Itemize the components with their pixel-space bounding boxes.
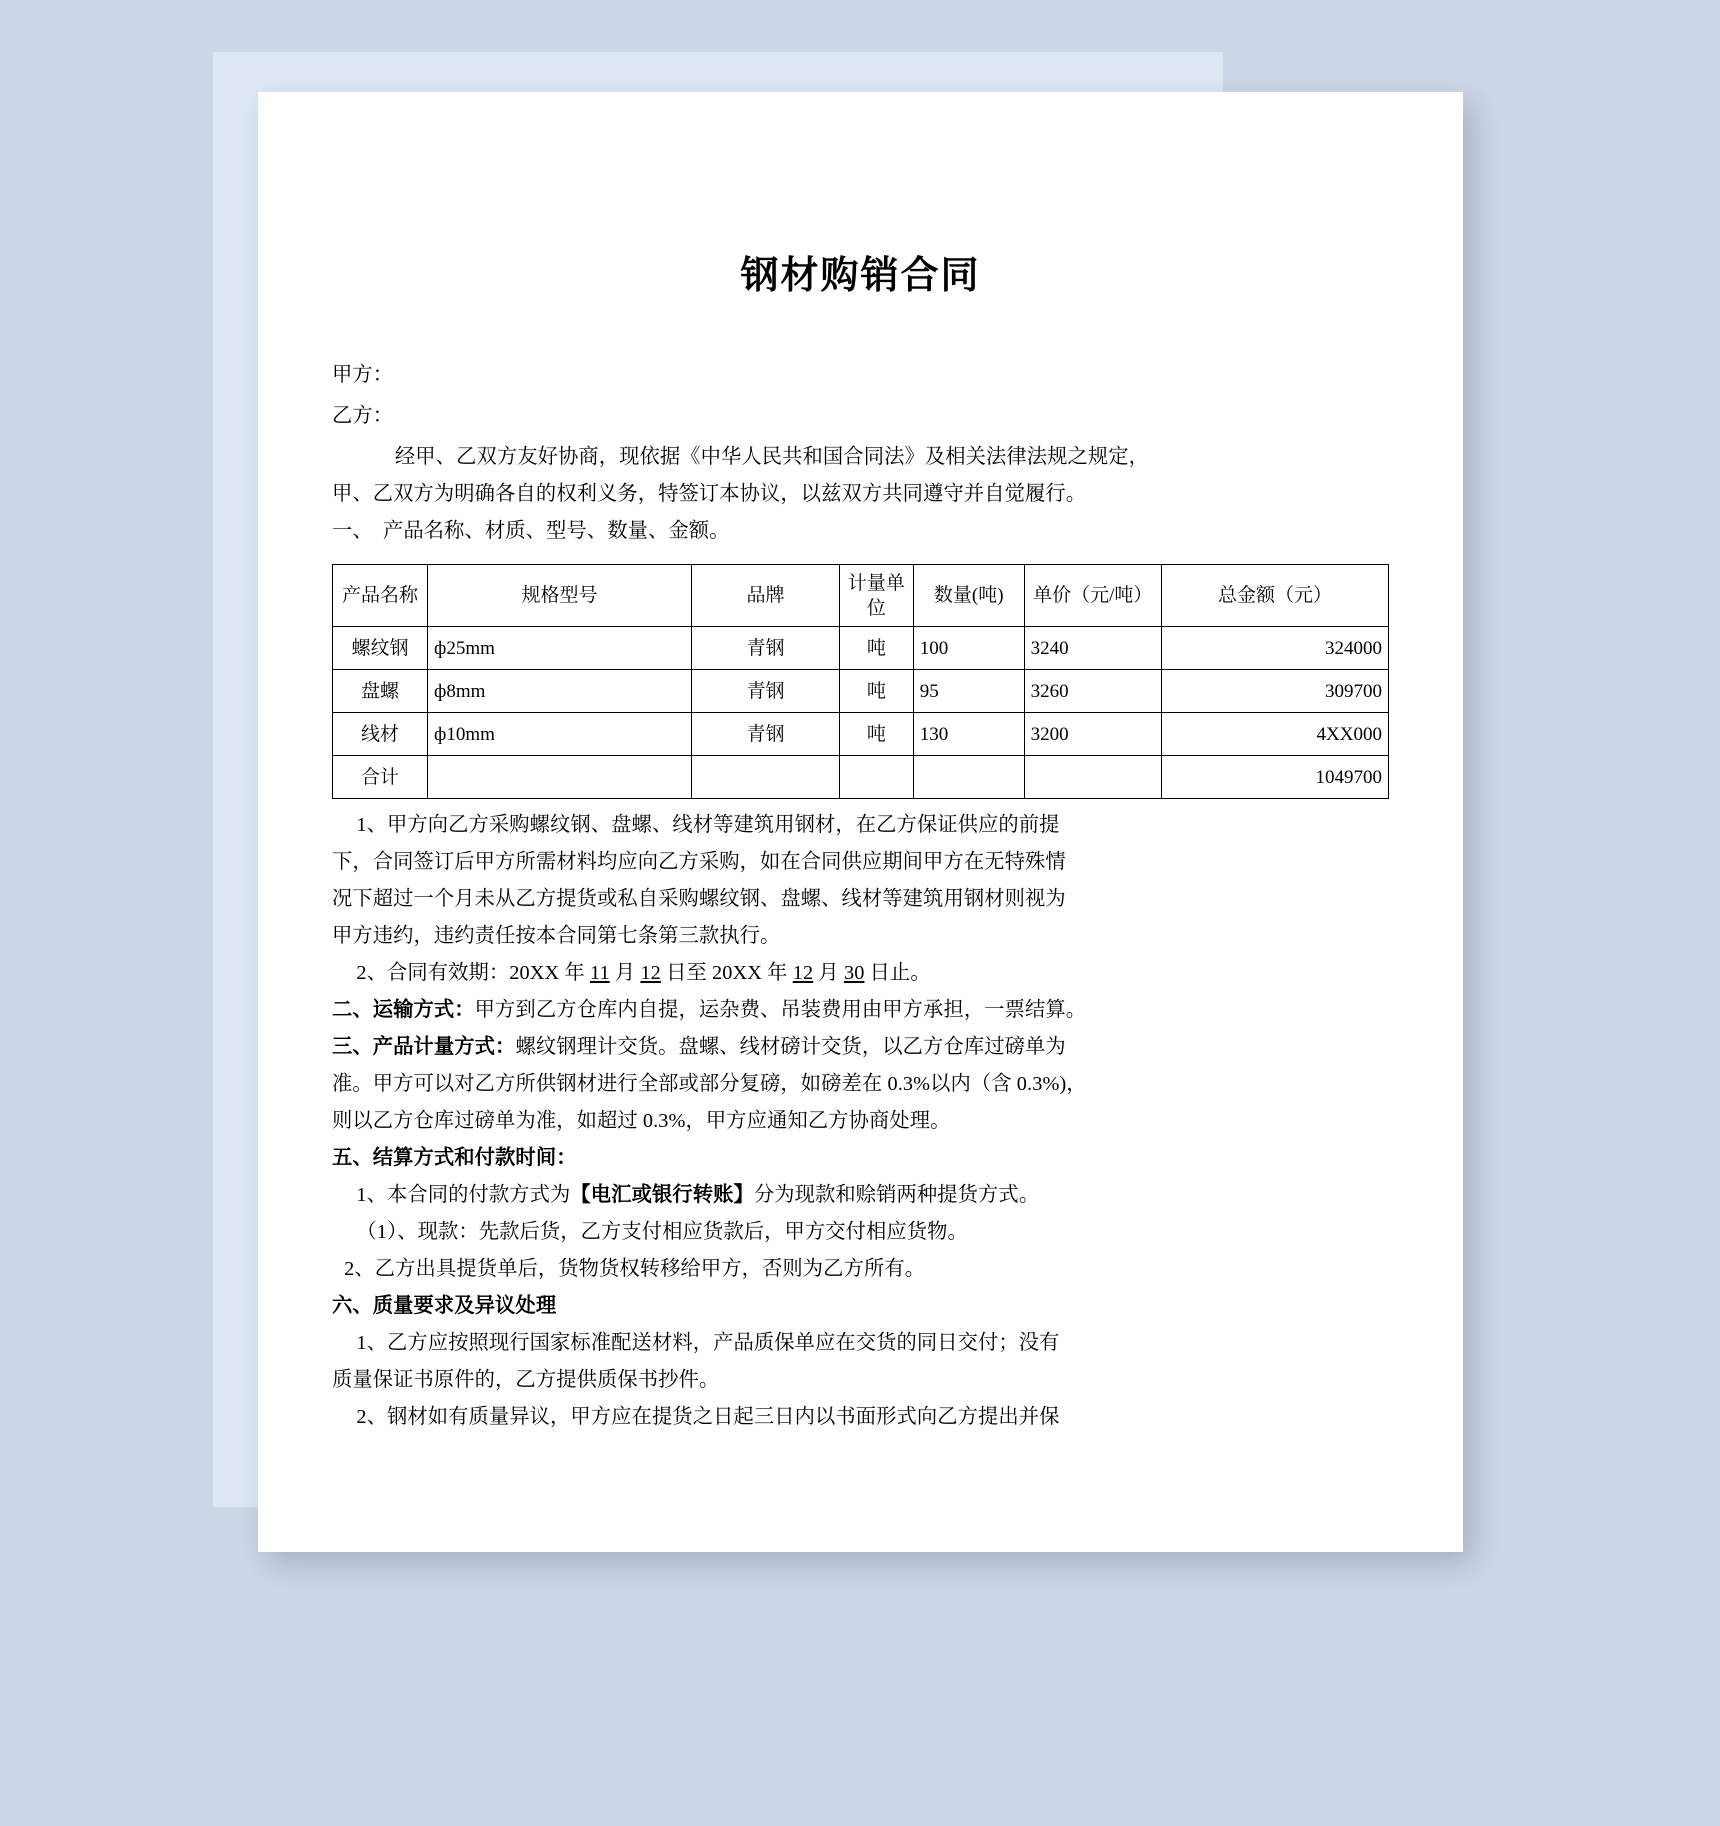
section-six-line-2: 质量保证书原件的，乙方提供质保书抄件。: [332, 1369, 720, 1391]
clause-2-mid2: 日至 20XX 年: [660, 962, 793, 984]
cell-summary-unit: [839, 756, 913, 799]
table-header-brand: 品牌: [692, 565, 840, 627]
cell-total: 309700: [1161, 670, 1388, 713]
cell-spec: ф25mm: [428, 627, 692, 670]
cell-brand: 青钢: [692, 713, 840, 756]
cell-qty: 100: [913, 627, 1024, 670]
clause-2-validity-period: [332, 955, 1389, 992]
section-three-heading: 三、产品计量方式：: [332, 1036, 516, 1058]
cell-spec: ф8mm: [428, 670, 692, 713]
cell-price: 3240: [1024, 627, 1161, 670]
document-page: [258, 92, 1463, 1552]
cell-qty: 95: [913, 670, 1024, 713]
section-one-heading: 一、 产品名称、材质、型号、数量、金额。: [332, 520, 730, 542]
table-header-price: 单价（元/吨）: [1024, 565, 1161, 627]
cell-product: 螺纹钢: [333, 627, 428, 670]
table-row: [333, 627, 1389, 670]
section-five-heading: 五、结算方式和付款时间：: [332, 1147, 577, 1169]
cell-summary-spec: [428, 756, 692, 799]
table-row: [333, 670, 1389, 713]
clause-2-mid1: 月: [609, 962, 641, 984]
section-two-heading: 二、运输方式：: [332, 999, 475, 1021]
clause-2-prefix: 2、合同有效期：20XX 年: [356, 962, 590, 984]
table-row: [333, 713, 1389, 756]
cell-product: 盘螺: [333, 670, 428, 713]
section-three-line-2: 准。甲方可以对乙方所供钢材进行全部或部分复磅，如磅差在 0.3%以内（含 0.3%)，: [332, 1073, 1087, 1095]
clause-2-day-end: 30: [843, 962, 865, 984]
section-six-line-3: 2、钢材如有质量异议，甲方应在提货之日起三日内以书面形式向乙方提出并保: [356, 1406, 1060, 1428]
table-header-unit: 计量单位: [839, 565, 913, 627]
section-five-item-1: [332, 1177, 1389, 1214]
cell-summary-total: 1049700: [1161, 756, 1388, 799]
table-header-qty: 数量(吨): [913, 565, 1024, 627]
section-five-item-1a: （1）、现款：先款后货，乙方支付相应货款后，甲方交付相应货物。: [356, 1221, 968, 1243]
clause-2-mid3: 月: [813, 962, 844, 984]
party-a-line: 甲方：: [332, 364, 394, 386]
section-six-heading: 六、质量要求及异议处理: [332, 1295, 557, 1317]
table-summary-row: [333, 756, 1389, 799]
cell-total: 4XX000: [1161, 713, 1388, 756]
cell-product: 线材: [333, 713, 428, 756]
cell-summary-brand: [692, 756, 840, 799]
cell-price: 3260: [1024, 670, 1161, 713]
preamble-line-1: 经甲、乙双方友好协商，现依据《中华人民共和国合同法》及相关法律法规之规定，: [394, 446, 1150, 468]
section-five-payment-method: 【电汇或银行转账】: [570, 1184, 754, 1206]
clause-2-day-start: 12: [640, 962, 661, 984]
section-six-line-1: 1、乙方应按照现行国家标准配送材料，产品质保单应在交货的同日交付；没有: [356, 1332, 1060, 1354]
table-header-spec: 规格型号: [428, 565, 692, 627]
clause-2-month-start: 11: [589, 962, 610, 984]
cell-total: 324000: [1161, 627, 1388, 670]
clause-2-suffix: 日止。: [864, 962, 931, 984]
page-title: 钢材购销合同: [740, 255, 981, 297]
table-header-total: 总金额（元）: [1161, 565, 1388, 627]
section-five-item-2: 2、乙方出具提货单后，货物货权转移给甲方，否则为乙方所有。: [344, 1258, 926, 1280]
cell-summary-price: [1024, 756, 1161, 799]
clause-1-line-4: 甲方违约，违约责任按本合同第七条第三款执行。: [332, 925, 781, 947]
section-two-line: [332, 992, 1389, 1029]
cell-brand: 青钢: [692, 670, 840, 713]
section-five-item-1-prefix: 1、本合同的付款方式为: [356, 1184, 571, 1206]
cell-spec: ф10mm: [428, 713, 692, 756]
product-table: [332, 564, 1389, 799]
clause-2-month-end: 12: [792, 962, 814, 984]
clause-1-line-2: 下，合同签订后甲方所需材料均应向乙方采购，如在合同供应期间甲方在无特殊情: [332, 851, 1066, 873]
clause-1-line-1: 1、甲方向乙方采购螺纹钢、盘螺、线材等建筑用钢材，在乙方保证供应的前提: [356, 814, 1060, 836]
cell-summary-label: 合计: [333, 756, 428, 799]
cell-qty: 130: [913, 713, 1024, 756]
section-three-line-3: 则以乙方仓库过磅单为准，如超过 0.3%，甲方应通知乙方协商处理。: [332, 1110, 951, 1132]
cell-price: 3200: [1024, 713, 1161, 756]
cell-unit: 吨: [839, 627, 913, 670]
section-three-line-1: [332, 1029, 1389, 1066]
cell-brand: 青钢: [692, 627, 840, 670]
cell-unit: 吨: [839, 713, 913, 756]
preamble-line-2: 甲、乙双方为明确各自的权利义务，特签订本协议，以兹双方共同遵守并自觉履行。: [332, 483, 1087, 505]
table-header-row: [333, 565, 1389, 627]
cell-summary-qty: [913, 756, 1024, 799]
table-header-product: 产品名称: [333, 565, 428, 627]
clause-1-line-3: 况下超过一个月未从乙方提货或私自采购螺纹钢、盘螺、线材等建筑用钢材则视为: [332, 888, 1066, 910]
section-five-item-1-suffix: 分为现款和赊销两种提货方式。: [753, 1184, 1040, 1206]
party-b-line: 乙方：: [332, 405, 394, 427]
cell-unit: 吨: [839, 670, 913, 713]
section-three-text-1: 螺纹钢理计交货。盘螺、线材磅计交货，以乙方仓库过磅单为: [515, 1036, 1066, 1058]
section-two-text: 甲方到乙方仓库内自提，运杂费、吊装费用由甲方承担，一票结算。: [474, 999, 1087, 1021]
